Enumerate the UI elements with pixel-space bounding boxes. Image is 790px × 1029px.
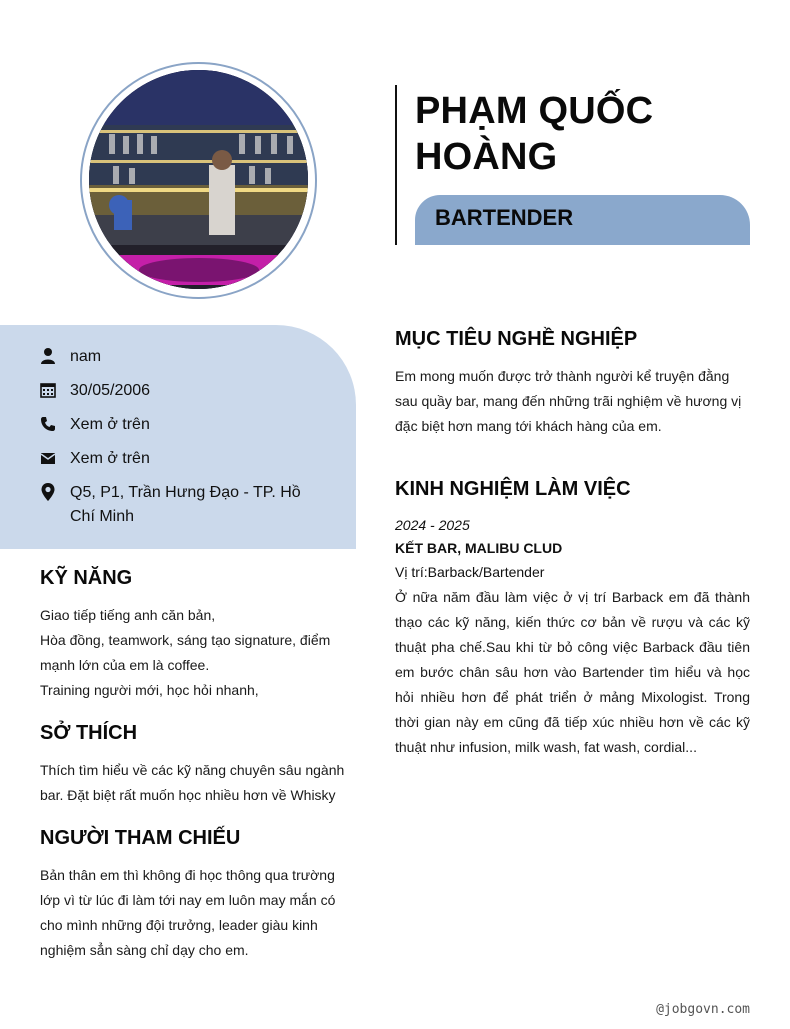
birthday-text: 30/05/2006 [70,382,151,399]
avatar [89,70,308,289]
references-text: Bản thân em thì không đi học thông qua trường lớp vì từ lúc đi làm tới nay em luôn may mắn có cho mình những đội trưởng, leader giàu kinh nghiệm sẳn sàng chỉ dạy cho em. [40,867,336,958]
contact-gender [40,345,310,369]
address-text: Q5, P1, Trần Hưng Đạo - TP. Hồ Chí Minh [70,484,301,525]
experience-heading: KINH NGHIỆM LÀM VIỆC [395,478,631,500]
objective-heading: MỤC TIÊU NGHỀ NGHIỆP [395,328,638,350]
hobbies-heading: SỞ THÍCH [40,722,138,744]
full-name: PHẠM QUỐC HOÀNG [415,90,654,178]
experience-description: Ở nữa năm đầu làm việc ở vị trí Barback em đã thành thạo các kỹ năng, kiến thức cơ bản về rượu và các kỹ thuật pha chế.Sau khi từ bỏ công việc Barback đầu tiên em bước chân sâu hơn vào Bartender tìm hiểu và học hỏi nhiều hơn để phát triển ở mảng Mixologist. Trong thời gian này em cũng đã tiếp xúc nhiều hơn về các kỹ thuật như infusion, milk wash, fat wash, cordial... [395,589,750,755]
location-pin-icon [40,481,70,503]
mail-icon [40,447,70,469]
calendar-icon [40,379,70,401]
name-divider [395,85,397,245]
phone-icon [40,413,70,435]
experience-period: 2024 - 2025 [395,517,470,533]
skill-item: Hòa đồng, teamwork, sáng tạo signature, điểm mạnh lớn của em là coffee. [40,632,331,673]
skill-item: Training người mới, học hỏi nhanh, [40,682,259,698]
experience-role: Vị trí:Barback/Bartender [395,564,545,580]
person-icon [40,345,70,367]
gender-text: nam [70,348,102,365]
references-heading: NGƯỜI THAM CHIẾU [40,827,241,849]
hobbies-text: Thích tìm hiểu về các kỹ năng chuyên sâu ngành bar. Đặt biệt rất muốn học nhiều hơn về Whisky [40,762,345,803]
skills-list [40,603,340,703]
email-text: Xem ở trên [70,450,150,467]
job-title: BARTENDER [435,205,574,230]
contact-email [40,447,310,471]
skill-item: Giao tiếp tiếng anh căn bản, [40,607,216,623]
experience-company: KẾT BAR, MALIBU CLUD [395,540,563,556]
objective-text: Em mong muốn được trở thành người kể truyện đằng sau quầy bar, mang đến những trãi nghiệm về hương vị đặc biệt hơn mang tới khách hàng của em. [395,368,742,434]
contact-birthday [40,379,310,403]
skills-heading: KỸ NĂNG [40,567,133,589]
watermark: @jobgovn.com [656,1002,750,1017]
avatar-photo [89,70,308,289]
contact-address [40,481,310,529]
contact-phone [40,413,310,437]
phone-text: Xem ở trên [70,416,150,433]
